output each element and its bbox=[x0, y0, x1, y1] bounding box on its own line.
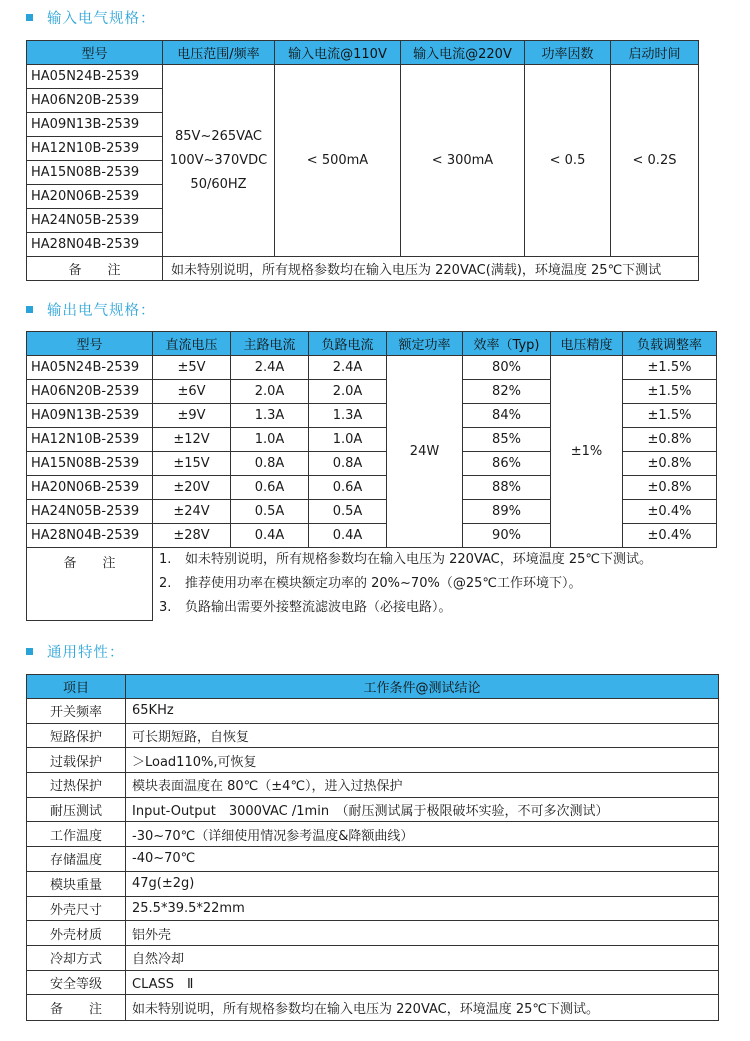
voltage-line: 50/60HZ bbox=[190, 176, 247, 192]
main-current-cell: 0.8A bbox=[231, 452, 309, 476]
model-cell: HA20N06B-2539 bbox=[27, 185, 163, 209]
value-cell: 可长期短路，自恢复 bbox=[126, 723, 719, 748]
table-row bbox=[27, 896, 719, 921]
model-cell: HA15N08B-2539 bbox=[27, 161, 163, 185]
load-regulation-cell: ±0.8% bbox=[623, 452, 717, 476]
voltage-cell: ±24V bbox=[153, 500, 231, 524]
value-cell: 25.5*39.5*22mm bbox=[126, 896, 719, 921]
header-cell: 型号 bbox=[27, 41, 163, 65]
value-cell: 铝外壳 bbox=[126, 921, 719, 946]
item-cell: 模块重量 bbox=[27, 871, 126, 896]
main-current-cell: 0.5A bbox=[231, 500, 309, 524]
note-label: 备 注 bbox=[27, 548, 153, 621]
item-cell: 工作温度 bbox=[27, 822, 126, 847]
item-cell: 过载保护 bbox=[27, 748, 126, 773]
voltage-accuracy-cell: ±1% bbox=[551, 356, 623, 548]
neg-current-cell: 1.3A bbox=[309, 404, 387, 428]
header-cell: 输入电流@220V bbox=[401, 41, 525, 65]
table-row bbox=[27, 356, 717, 380]
model-cell: HA09N13B-2539 bbox=[27, 404, 153, 428]
header-cell: 电压精度 bbox=[551, 332, 623, 356]
item-cell: 冷却方式 bbox=[27, 945, 126, 970]
note-label: 备 注 bbox=[27, 257, 163, 281]
neg-current-cell: 0.6A bbox=[309, 476, 387, 500]
efficiency-cell: 86% bbox=[463, 452, 551, 476]
power-factor-cell: < 0.5 bbox=[525, 65, 611, 257]
header-cell: 功率因数 bbox=[525, 41, 611, 65]
header-cell: 主路电流 bbox=[231, 332, 309, 356]
input-section-title: 输入电气规格： bbox=[26, 6, 156, 28]
main-current-cell: 1.3A bbox=[231, 404, 309, 428]
header-cell: 负路电流 bbox=[309, 332, 387, 356]
header-cell: 直流电压 bbox=[153, 332, 231, 356]
model-cell: HA24N05B-2539 bbox=[27, 209, 163, 233]
value-cell: ＞Load110%,可恢复 bbox=[126, 748, 719, 773]
efficiency-cell: 89% bbox=[463, 500, 551, 524]
square-bullet-icon bbox=[26, 648, 33, 655]
note-text: 如未特别说明，所有规格参数均在输入电压为 220VAC(满载)，环境温度 25℃下测试 bbox=[163, 257, 699, 281]
square-bullet-icon bbox=[26, 14, 33, 21]
header-cell: 输入电流@110V bbox=[275, 41, 401, 65]
voltage-cell: ±20V bbox=[153, 476, 231, 500]
neg-current-cell: 0.4A bbox=[309, 524, 387, 548]
voltage-line: 100V~370VDC bbox=[169, 152, 268, 168]
value-cell: 47g(±2g) bbox=[126, 871, 719, 896]
efficiency-cell: 84% bbox=[463, 404, 551, 428]
value-cell: -30~70℃（详细使用情况参考温度&降额曲线） bbox=[126, 822, 719, 847]
model-cell: HA09N13B-2539 bbox=[27, 113, 163, 137]
voltage-range-cell bbox=[163, 65, 275, 257]
table-row bbox=[27, 773, 719, 798]
header-cell: 负载调整率 bbox=[623, 332, 717, 356]
model-cell: HA06N20B-2539 bbox=[27, 380, 153, 404]
load-regulation-cell: ±1.5% bbox=[623, 404, 717, 428]
neg-current-cell: 0.5A bbox=[309, 500, 387, 524]
model-cell: HA12N10B-2539 bbox=[27, 428, 153, 452]
neg-current-cell: 0.8A bbox=[309, 452, 387, 476]
table-row bbox=[27, 995, 719, 1021]
table-row bbox=[27, 921, 719, 946]
note-line: 3. 负路输出需要外接整流滤波电路（必接电路）。 bbox=[159, 600, 452, 615]
value-cell: Input-Output 3000VAC /1min （耐压测试属于极限破坏实验，不可多次测试） bbox=[126, 797, 719, 822]
item-cell: 过热保护 bbox=[27, 773, 126, 798]
table-row bbox=[27, 699, 719, 724]
table-row bbox=[27, 847, 719, 872]
main-current-cell: 2.4A bbox=[231, 356, 309, 380]
load-regulation-cell: ±0.4% bbox=[623, 524, 717, 548]
item-cell: 存储温度 bbox=[27, 847, 126, 872]
voltage-cell: ±28V bbox=[153, 524, 231, 548]
item-cell: 外壳尺寸 bbox=[27, 896, 126, 921]
rated-power-cell: 24W bbox=[387, 356, 463, 548]
header-cell: 额定功率 bbox=[387, 332, 463, 356]
header-cell: 型号 bbox=[27, 332, 153, 356]
startup-time-cell: < 0.2S bbox=[611, 65, 699, 257]
model-cell: HA05N24B-2539 bbox=[27, 65, 163, 89]
neg-current-cell: 2.0A bbox=[309, 380, 387, 404]
output-spec-table bbox=[26, 331, 717, 621]
neg-current-cell: 2.4A bbox=[309, 356, 387, 380]
table-row bbox=[27, 797, 719, 822]
value-cell: CLASS Ⅱ bbox=[126, 970, 719, 995]
efficiency-cell: 90% bbox=[463, 524, 551, 548]
output-section-title: 输出电气规格： bbox=[26, 298, 156, 320]
efficiency-cell: 80% bbox=[463, 356, 551, 380]
load-regulation-cell: ±0.4% bbox=[623, 500, 717, 524]
input-spec-table bbox=[26, 40, 699, 281]
note-line: 2. 推荐使用功率在模块额定功率的 20%~70%（@25℃工作环境下）。 bbox=[159, 576, 582, 591]
main-current-cell: 0.6A bbox=[231, 476, 309, 500]
table-row bbox=[27, 723, 719, 748]
value-cell: 自然冷却 bbox=[126, 945, 719, 970]
notes-cell bbox=[153, 548, 717, 621]
voltage-cell: ±9V bbox=[153, 404, 231, 428]
model-cell: HA06N20B-2539 bbox=[27, 89, 163, 113]
header-cell: 工作条件@测试结论 bbox=[126, 675, 719, 699]
model-cell: HA24N05B-2539 bbox=[27, 500, 153, 524]
item-cell: 外壳材质 bbox=[27, 921, 126, 946]
model-cell: HA05N24B-2539 bbox=[27, 356, 153, 380]
main-current-cell: 1.0A bbox=[231, 428, 309, 452]
square-bullet-icon bbox=[26, 306, 33, 313]
load-regulation-cell: ±1.5% bbox=[623, 356, 717, 380]
main-current-cell: 0.4A bbox=[231, 524, 309, 548]
input-current-110-cell: < 500mA bbox=[275, 65, 401, 257]
voltage-cell: ±15V bbox=[153, 452, 231, 476]
model-cell: HA20N06B-2539 bbox=[27, 476, 153, 500]
model-cell: HA12N10B-2539 bbox=[27, 137, 163, 161]
general-spec-table bbox=[26, 674, 719, 1021]
item-cell: 耐压测试 bbox=[27, 797, 126, 822]
model-cell: HA15N08B-2539 bbox=[27, 452, 153, 476]
item-cell: 备 注 bbox=[27, 995, 126, 1021]
general-section-title: 通用特性： bbox=[26, 640, 125, 662]
efficiency-cell: 82% bbox=[463, 380, 551, 404]
load-regulation-cell: ±1.5% bbox=[623, 380, 717, 404]
item-cell: 短路保护 bbox=[27, 723, 126, 748]
value-cell: 模块表面温度在 80℃（±4℃），进入过热保护 bbox=[126, 773, 719, 798]
item-cell: 安全等级 bbox=[27, 970, 126, 995]
value-cell: 如未特别说明，所有规格参数均在输入电压为 220VAC，环境温度 25℃下测试。 bbox=[126, 995, 719, 1021]
efficiency-cell: 85% bbox=[463, 428, 551, 452]
neg-current-cell: 1.0A bbox=[309, 428, 387, 452]
value-cell: -40~70℃ bbox=[126, 847, 719, 872]
voltage-cell: ±12V bbox=[153, 428, 231, 452]
value-cell: 65KHz bbox=[126, 699, 719, 724]
table-row bbox=[27, 970, 719, 995]
load-regulation-cell: ±0.8% bbox=[623, 476, 717, 500]
header-cell: 项目 bbox=[27, 675, 126, 699]
voltage-cell: ±6V bbox=[153, 380, 231, 404]
table-row bbox=[27, 748, 719, 773]
item-cell: 开关频率 bbox=[27, 699, 126, 724]
header-cell: 效率（Typ) bbox=[463, 332, 551, 356]
main-current-cell: 2.0A bbox=[231, 380, 309, 404]
voltage-cell: ±5V bbox=[153, 356, 231, 380]
model-cell: HA28N04B-2539 bbox=[27, 233, 163, 257]
table-row bbox=[27, 945, 719, 970]
efficiency-cell: 88% bbox=[463, 476, 551, 500]
model-cell: HA28N04B-2539 bbox=[27, 524, 153, 548]
load-regulation-cell: ±0.8% bbox=[623, 428, 717, 452]
note-line: 1. 如未特别说明，所有规格参数均在输入电压为 220VAC，环境温度 25℃下测试。 bbox=[159, 552, 653, 567]
table-row bbox=[27, 871, 719, 896]
header-cell: 启动时间 bbox=[611, 41, 699, 65]
input-current-220-cell: < 300mA bbox=[401, 65, 525, 257]
header-cell: 电压范围/频率 bbox=[163, 41, 275, 65]
table-row bbox=[27, 822, 719, 847]
voltage-line: 85V~265VAC bbox=[175, 128, 262, 144]
